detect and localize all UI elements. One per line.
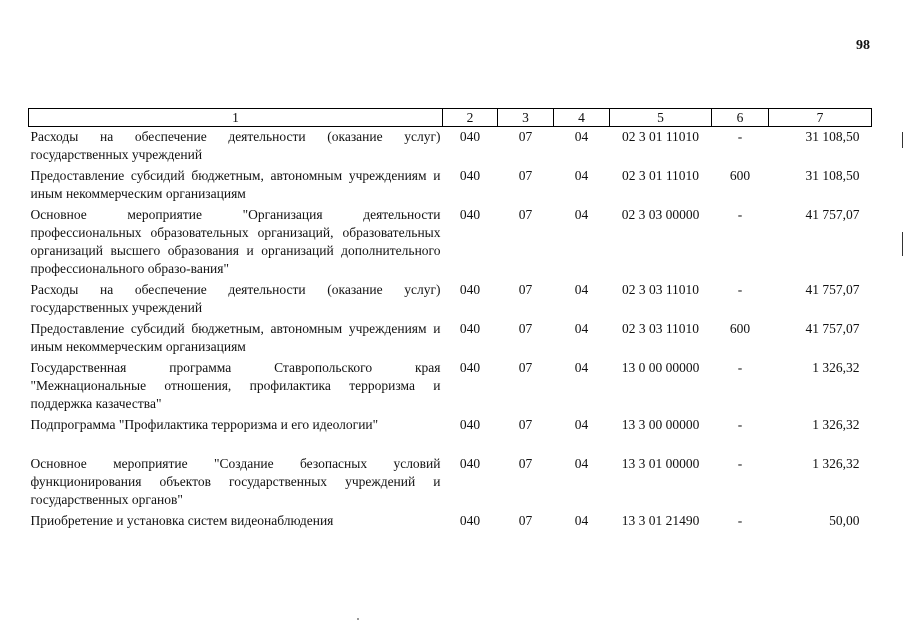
budget-table [28, 108, 872, 532]
ministry-code: 040 [459, 321, 481, 336]
section-code: 07 [518, 456, 533, 471]
section-code: 07 [518, 417, 533, 432]
table-row [29, 358, 872, 415]
section-code: 07 [518, 513, 533, 528]
table-row [29, 127, 872, 167]
subsection-code: 04 [574, 456, 589, 471]
section-code: 07 [518, 321, 533, 336]
amount: 1 326,32 [812, 456, 860, 471]
target-article-code: 02 3 03 00000 [621, 207, 700, 222]
table-row [29, 205, 872, 280]
amount: 50,00 [829, 513, 860, 528]
amount: 41 757,07 [805, 282, 860, 297]
header-col-2: 2 [443, 109, 498, 127]
expense-type-code: 600 [729, 168, 751, 183]
header-col-3: 3 [498, 109, 554, 127]
table-row [29, 319, 872, 358]
table-row [29, 166, 872, 205]
target-article-code: 13 0 00 00000 [621, 360, 700, 375]
target-article-code: 02 3 01 11010 [621, 129, 700, 144]
table-row [29, 454, 872, 511]
header-col-6: 6 [712, 109, 769, 127]
subsection-code: 04 [574, 129, 589, 144]
amount: 31 108,50 [805, 129, 860, 144]
subsection-code: 04 [574, 360, 589, 375]
table-header-row [29, 109, 872, 127]
section-code: 07 [518, 129, 533, 144]
expense-name: Приобретение и установка систем видеонаблюдения [30, 513, 334, 528]
page-number: 98 [856, 38, 870, 53]
subsection-code: 04 [574, 321, 589, 336]
expense-name: Подпрограмма "Профилактика терроризма и его идеологии" [30, 417, 379, 432]
subsection-code: 04 [574, 207, 589, 222]
subsection-code: 04 [574, 417, 589, 432]
ministry-code: 040 [459, 129, 481, 144]
table-row [29, 280, 872, 319]
ministry-code: 040 [459, 456, 481, 471]
amount: 1 326,32 [812, 417, 860, 432]
ministry-code: 040 [459, 207, 481, 222]
target-article-code: 13 3 01 00000 [621, 456, 700, 471]
target-article-code: 02 3 01 11010 [621, 168, 700, 183]
expense-name: Государственная программа Ставропольского края "Межнациональные отношения, профилактика терроризма и поддержка казачества" [30, 360, 441, 411]
expense-name: Расходы на обеспечение деятельности (оказание услуг) государственных учреждений [30, 129, 441, 162]
expense-name: Основное мероприятие "Организация деятельности профессиональных образовательных организаций, образовательных организаций высшего образования и организаций дополнительного профессионального образо-вания" [30, 207, 441, 276]
header-col-1: 1 [29, 109, 443, 127]
expense-name: Предоставление субсидий бюджетным, автономным учреждениям и иным некоммерческим организациям [30, 168, 441, 201]
target-article-code: 13 3 00 00000 [621, 417, 700, 432]
amount: 31 108,50 [805, 168, 860, 183]
expense-type-code: - [737, 129, 743, 144]
table-row [29, 511, 872, 532]
expense-name: Расходы на обеспечение деятельности (оказание услуг) государственных учреждений [30, 282, 441, 315]
expense-type-code: - [737, 513, 743, 528]
target-article-code: 02 3 03 11010 [621, 282, 700, 297]
amount: 1 326,32 [812, 360, 860, 375]
expense-type-code: 600 [729, 321, 751, 336]
expense-type-code: - [737, 207, 743, 222]
ministry-code: 040 [459, 513, 481, 528]
header-col-5: 5 [610, 109, 712, 127]
expense-name: Основное мероприятие "Создание безопасных условий функционирования объектов государственных учреждений и государственных органов" [30, 456, 441, 507]
section-code: 07 [518, 360, 533, 375]
ministry-code: 040 [459, 282, 481, 297]
expense-type-code: - [737, 456, 743, 471]
scan-speck [357, 618, 359, 620]
expense-type-code: - [737, 282, 743, 297]
header-col-7: 7 [769, 109, 872, 127]
ministry-code: 040 [459, 168, 481, 183]
ministry-code: 040 [459, 360, 481, 375]
amount: 41 757,07 [805, 207, 860, 222]
scan-edge-mark [902, 232, 903, 256]
section-code: 07 [518, 207, 533, 222]
subsection-code: 04 [574, 513, 589, 528]
table-row [29, 415, 872, 454]
amount: 41 757,07 [805, 321, 860, 336]
expense-name: Предоставление субсидий бюджетным, автономным учреждениям и иным некоммерческим организациям [30, 321, 441, 354]
section-code: 07 [518, 168, 533, 183]
target-article-code: 13 3 01 21490 [621, 513, 700, 528]
target-article-code: 02 3 03 11010 [621, 321, 700, 336]
section-code: 07 [518, 282, 533, 297]
subsection-code: 04 [574, 168, 589, 183]
ministry-code: 040 [459, 417, 481, 432]
subsection-code: 04 [574, 282, 589, 297]
header-col-4: 4 [554, 109, 610, 127]
expense-type-code: - [737, 360, 743, 375]
expense-type-code: - [737, 417, 743, 432]
scan-edge-mark [902, 132, 903, 148]
